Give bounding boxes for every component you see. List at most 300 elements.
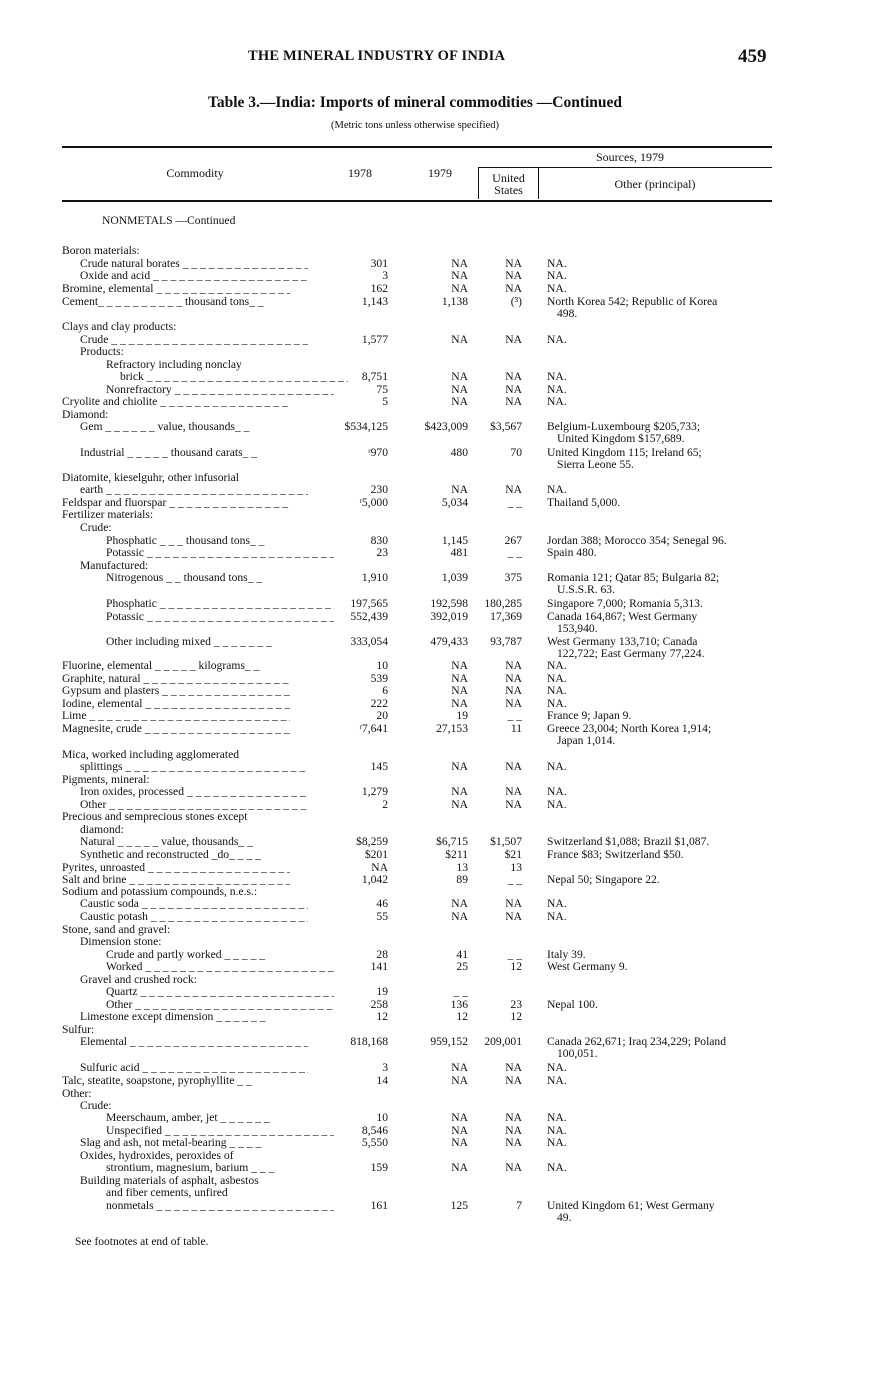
value-1978-cell: 1,577 xyxy=(361,333,388,346)
commodity-cell: Other _ _ _ xyxy=(80,799,308,812)
other-sources-continuation: U.S.S.R. 63. xyxy=(557,583,615,597)
other-sources-text: NA. xyxy=(547,395,567,408)
commodity-cell: Quartz _ _ _ xyxy=(106,986,334,999)
value-1978-cell: 161 xyxy=(370,1199,388,1212)
value-1978-cell: 3 xyxy=(382,269,388,282)
commodity-cell: Unspecified _ _ _ xyxy=(106,1125,334,1138)
commodity-cell: Fertilizer materials: xyxy=(62,509,154,521)
table-row xyxy=(0,1137,875,1150)
value-1978-cell: $201 xyxy=(364,848,388,861)
other-sources-cell xyxy=(547,911,775,923)
other-sources-text: Nepal 100. xyxy=(547,998,598,1011)
commodity-cell: Oxides, hydroxides, peroxides of xyxy=(80,1150,234,1162)
other-sources-text: NA. xyxy=(547,684,567,697)
table-row xyxy=(0,295,875,321)
other-sources-cell xyxy=(547,1062,775,1074)
us-source-cell: 267 xyxy=(504,534,522,547)
value-1978-cell: 2 xyxy=(382,798,388,811)
commodity-cell: diamond: xyxy=(80,824,124,836)
other-sources-cell xyxy=(547,673,775,685)
value-1979-cell: NA xyxy=(451,1074,468,1087)
value-1978-cell: 5 xyxy=(382,395,388,408)
commodity-cell: Sulfuric acid _ _ _ xyxy=(80,1062,308,1075)
other-sources-cell xyxy=(547,849,775,861)
value-1978-cell: 162 xyxy=(370,282,388,295)
value-1978-cell: 14 xyxy=(376,1074,388,1087)
commodity-cell: Gravel and crushed rock: xyxy=(80,974,197,986)
table-footnote: See footnotes at end of table. xyxy=(75,1236,209,1248)
commodity-cell: Synthetic and reconstructed _do_ _ _ _ xyxy=(80,849,261,861)
value-1979-cell: NA xyxy=(451,333,468,346)
commodity-cell: Crude natural borates _ _ _ xyxy=(80,258,308,271)
other-sources-continuation: 122,722; East Germany 77,224. xyxy=(557,647,705,661)
table-row xyxy=(0,1035,875,1061)
value-1978-cell: 818,168 xyxy=(350,1035,388,1048)
us-source-cell: NA xyxy=(505,483,522,496)
commodity-cell: Caustic soda _ _ _ xyxy=(80,898,308,911)
commodity-cell: Dimension stone: xyxy=(80,936,162,948)
table-row xyxy=(0,660,875,673)
other-sources-text: Thailand 5,000. xyxy=(547,496,621,509)
us-source-cell: $21 xyxy=(504,848,522,861)
value-1978-cell: 8,751 xyxy=(361,370,388,383)
other-sources-text: West Germany 9. xyxy=(547,960,628,973)
other-sources-text: Canada 164,867; West Germany xyxy=(547,610,698,623)
commodity-cell: Phosphatic _ _ _ thousand tons_ _ xyxy=(106,535,265,547)
other-sources-cell xyxy=(547,1036,775,1060)
value-1978-cell: 301 xyxy=(370,257,388,270)
value-1978-cell: 3 xyxy=(382,1061,388,1074)
commodity-cell: Graphite, natural _ _ _ xyxy=(62,673,290,686)
other-sources-text: NA. xyxy=(547,370,567,383)
commodity-cell: Precious and semprecious stones except xyxy=(62,811,248,823)
table-row xyxy=(0,321,875,334)
value-1979-cell: 481 xyxy=(450,546,468,559)
value-1979-cell: NA xyxy=(451,370,468,383)
other-sources-cell xyxy=(547,1137,775,1149)
commodity-cell: Pigments, mineral: xyxy=(62,774,150,786)
us-source-cell: NA xyxy=(505,785,522,798)
value-1979-cell: _ _ xyxy=(453,985,468,998)
commodity-cell: Fluorine, elemental _ _ _ _ _ kilograms_ _ xyxy=(62,660,260,672)
value-1978-cell: 145 xyxy=(370,760,388,773)
us-source-cell: NA xyxy=(505,370,522,383)
other-sources-cell xyxy=(547,961,775,973)
commodity-cell: Crude _ _ _ xyxy=(80,334,308,347)
other-sources-cell xyxy=(547,611,775,635)
commodity-cell: Caustic potash _ _ _ xyxy=(80,911,308,924)
other-sources-cell xyxy=(547,283,775,295)
other-sources-cell xyxy=(547,710,775,722)
us-source-cell: NA xyxy=(505,383,522,396)
us-source-cell: 180,285 xyxy=(484,597,522,610)
value-1978-cell: 230 xyxy=(370,483,388,496)
other-sources-text: United Kingdom 115; Ireland 65; xyxy=(547,446,702,459)
other-sources-cell xyxy=(547,1200,775,1224)
table-row xyxy=(0,509,875,522)
commodity-cell: Products: xyxy=(80,346,124,358)
us-source-cell: 375 xyxy=(504,571,522,584)
us-source-cell: _ _ xyxy=(507,546,522,559)
table-row xyxy=(0,1075,875,1088)
us-source-cell: NA xyxy=(505,798,522,811)
value-1978-cell: 1,279 xyxy=(361,785,388,798)
commodity-cell: Diatomite, kieselguhr, other infusorial xyxy=(62,472,239,484)
table-row xyxy=(0,522,875,535)
other-sources-cell xyxy=(547,999,775,1011)
column-header-1978: 1978 xyxy=(348,166,372,180)
commodity-cell: nonmetals _ _ _ xyxy=(106,1200,334,1213)
other-sources-text: NA. xyxy=(547,798,567,811)
other-sources-text: NA. xyxy=(547,269,567,282)
commodity-cell: splittings _ _ _ xyxy=(80,761,308,774)
value-1979-cell: NA xyxy=(451,383,468,396)
commodity-cell: Other including mixed _ _ _ _ _ _ _ xyxy=(106,636,272,648)
table-row xyxy=(0,1162,875,1175)
commodity-cell: Iron oxides, processed _ _ _ xyxy=(80,786,308,799)
commodity-cell: Sulfur: xyxy=(62,1024,95,1036)
other-sources-cell xyxy=(547,874,775,886)
commodity-cell: Worked _ _ _ xyxy=(106,961,334,974)
other-sources-cell xyxy=(547,497,775,509)
value-1978-cell: 830 xyxy=(370,534,388,547)
other-sources-text: West Germany 133,710; Canada xyxy=(547,635,698,648)
table-row xyxy=(0,396,875,409)
other-sources-continuation: United Kingdom $157,689. xyxy=(557,432,685,446)
value-1978-cell: ʳ970 xyxy=(368,446,388,459)
value-1979-cell: 1,138 xyxy=(441,295,468,308)
value-1979-cell: NA xyxy=(451,269,468,282)
other-sources-text: NA. xyxy=(547,1124,567,1137)
value-1978-cell: NA xyxy=(371,861,388,874)
other-sources-text: NA. xyxy=(547,333,567,346)
other-sources-cell xyxy=(547,799,775,811)
commodity-cell: Other: xyxy=(62,1088,92,1100)
section-heading: NONMETALS —Continued xyxy=(102,215,236,227)
other-sources-text: Belgium-Luxembourg $205,733; xyxy=(547,420,701,433)
value-1979-cell: 392,019 xyxy=(430,610,468,623)
other-sources-cell xyxy=(547,484,775,496)
commodity-cell: Phosphatic _ _ _ xyxy=(106,598,334,611)
table-row xyxy=(0,1011,875,1024)
value-1978-cell: 75 xyxy=(376,383,388,396)
other-sources-text: Romania 121; Qatar 85; Bulgaria 82; xyxy=(547,571,720,584)
us-source-cell: 209,001 xyxy=(484,1035,522,1048)
table-row xyxy=(0,547,875,560)
commodity-cell: Boron materials: xyxy=(62,245,140,257)
value-1979-cell: NA xyxy=(451,1061,468,1074)
us-source-cell: NA xyxy=(505,760,522,773)
table-row xyxy=(0,283,875,296)
value-1979-cell: 125 xyxy=(450,1199,468,1212)
us-source-cell: NA xyxy=(505,257,522,270)
commodity-cell: Talc, steatite, soapstone, pyrophyllite _ _ xyxy=(62,1075,252,1087)
us-source-cell: 12 xyxy=(510,960,522,973)
value-1978-cell: 159 xyxy=(370,1161,388,1174)
table-row xyxy=(0,245,875,258)
commodity-cell: Limestone except dimension _ _ _ _ _ _ xyxy=(80,1011,266,1023)
table-row xyxy=(0,811,875,824)
other-sources-continuation: 153,940. xyxy=(557,622,598,636)
value-1978-cell: 20 xyxy=(376,709,388,722)
value-1978-cell: ʳ7,641 xyxy=(359,722,388,735)
commodity-cell: strontium, magnesium, barium _ _ _ xyxy=(106,1162,275,1174)
us-source-cell: NA xyxy=(505,282,522,295)
commodity-cell: and fiber cements, unfired xyxy=(106,1187,228,1199)
other-sources-cell xyxy=(547,761,775,773)
value-1978-cell: $8,259 xyxy=(356,835,388,848)
other-sources-cell xyxy=(547,447,775,471)
us-source-cell: _ _ xyxy=(507,873,522,886)
commodity-cell: Mica, worked including agglomerated xyxy=(62,749,240,761)
value-1979-cell: $6,715 xyxy=(436,835,468,848)
us-source-cell: NA xyxy=(505,1161,522,1174)
commodity-cell: Salt and brine _ _ _ xyxy=(62,874,290,887)
table-row xyxy=(0,1062,875,1075)
value-1979-cell: 5,034 xyxy=(441,496,468,509)
us-source-cell: NA xyxy=(505,1061,522,1074)
other-sources-cell xyxy=(547,836,775,848)
value-1978-cell: $534,125 xyxy=(344,420,388,433)
value-1978-cell: 10 xyxy=(376,659,388,672)
value-1979-cell: 1,039 xyxy=(441,571,468,584)
commodity-cell: Lime _ _ _ xyxy=(62,710,290,723)
commodity-cell: Cryolite and chiolite _ _ _ xyxy=(62,396,290,409)
other-sources-cell xyxy=(547,547,775,559)
column-header-commodity: Commodity xyxy=(166,166,224,180)
other-sources-cell xyxy=(547,371,775,383)
table-row xyxy=(0,849,875,862)
commodity-cell: Natural _ _ _ _ _ value, thousands_ _ xyxy=(80,836,253,848)
us-source-cell: NA xyxy=(505,672,522,685)
commodity-cell: Building materials of asphalt, asbestos xyxy=(80,1175,259,1187)
other-sources-cell xyxy=(547,723,775,747)
commodity-cell: Nitrogenous _ _ thousand tons_ _ xyxy=(106,572,263,584)
value-1979-cell: NA xyxy=(451,659,468,672)
value-1979-cell: NA xyxy=(451,1111,468,1124)
us-source-cell: 93,787 xyxy=(490,635,522,648)
commodity-cell: Clays and clay products: xyxy=(62,321,177,333)
value-1979-cell: 1,145 xyxy=(441,534,468,547)
value-1978-cell: 55 xyxy=(376,910,388,923)
other-sources-cell xyxy=(547,572,775,596)
value-1978-cell: 23 xyxy=(376,546,388,559)
value-1978-cell: 1,910 xyxy=(361,571,388,584)
value-1979-cell: 959,152 xyxy=(430,1035,468,1048)
column-header-1979: 1979 xyxy=(428,166,452,180)
table-title: Table 3.—India: Imports of mineral commodities —Continued xyxy=(207,94,623,111)
other-sources-text: NA. xyxy=(547,659,567,672)
other-sources-text: Canada 262,671; Iraq 234,229; Poland xyxy=(547,1035,727,1048)
us-source-cell: _ _ xyxy=(507,948,522,961)
other-sources-text: Italy 39. xyxy=(547,948,586,961)
other-sources-text: United Kingdom 61; West Germany xyxy=(547,1199,715,1212)
value-1979-cell: NA xyxy=(451,282,468,295)
column-header-us-line2: States xyxy=(494,183,523,197)
value-1979-cell: 89 xyxy=(456,873,468,886)
table-row xyxy=(0,446,875,472)
value-1979-cell: 19 xyxy=(456,709,468,722)
us-source-cell: NA xyxy=(505,684,522,697)
value-1979-cell: NA xyxy=(451,760,468,773)
table-row xyxy=(0,215,875,228)
commodity-cell: Gem _ _ _ _ _ _ value, thousands_ _ xyxy=(80,421,250,433)
us-source-cell: NA xyxy=(505,1111,522,1124)
table-row xyxy=(0,986,875,999)
value-1978-cell: 12 xyxy=(376,1010,388,1023)
other-sources-text: Nepal 50; Singapore 22. xyxy=(547,873,660,886)
value-1979-cell: 192,598 xyxy=(430,597,468,610)
value-1978-cell: 141 xyxy=(370,960,388,973)
other-sources-text: Switzerland $1,088; Brazil $1,087. xyxy=(547,835,710,848)
table-row xyxy=(0,836,875,849)
commodity-cell: brick _ _ _ xyxy=(120,371,348,384)
other-sources-text: Spain 480. xyxy=(547,546,597,559)
value-1979-cell: NA xyxy=(451,672,468,685)
other-sources-cell xyxy=(547,598,775,610)
commodity-cell: Sodium and potassium compounds, n.e.s.: xyxy=(62,886,258,898)
commodity-cell: Refractory including nonclay xyxy=(106,359,242,371)
other-sources-cell xyxy=(547,296,775,320)
commodity-cell: earth _ _ _ xyxy=(80,484,308,497)
other-sources-cell xyxy=(547,685,775,697)
commodity-cell: Stone, sand and gravel: xyxy=(62,924,171,936)
value-1978-cell: 46 xyxy=(376,897,388,910)
us-source-cell: NA xyxy=(505,395,522,408)
value-1978-cell: 10 xyxy=(376,1111,388,1124)
commodity-cell: Crude: xyxy=(80,1100,112,1112)
value-1978-cell: 1,143 xyxy=(361,295,388,308)
table-row xyxy=(0,270,875,283)
us-source-cell: NA xyxy=(505,269,522,282)
value-1979-cell: 12 xyxy=(456,1010,468,1023)
us-source-cell: NA xyxy=(505,897,522,910)
value-1978-cell: 258 xyxy=(370,998,388,1011)
value-1979-cell: 27,153 xyxy=(436,722,468,735)
value-1979-cell: 13 xyxy=(456,861,468,874)
value-1978-cell: 19 xyxy=(376,985,388,998)
other-sources-text: NA. xyxy=(547,910,567,923)
value-1978-cell: 28 xyxy=(376,948,388,961)
other-sources-cell xyxy=(547,384,775,396)
value-1979-cell: 480 xyxy=(450,446,468,459)
commodity-cell: Elemental _ _ _ xyxy=(80,1036,308,1049)
us-source-cell: 7 xyxy=(516,1199,522,1212)
value-1978-cell: 539 xyxy=(370,672,388,685)
us-source-cell: NA xyxy=(505,910,522,923)
us-source-cell: 17,369 xyxy=(490,610,522,623)
other-sources-text: North Korea 542; Republic of Korea xyxy=(547,295,718,308)
table-row xyxy=(0,898,875,911)
other-sources-text: NA. xyxy=(547,257,567,270)
commodity-cell: Manufactured: xyxy=(80,560,149,572)
table-row xyxy=(0,1187,875,1200)
value-1979-cell: 479,433 xyxy=(430,635,468,648)
other-sources-cell xyxy=(547,421,775,445)
other-sources-cell xyxy=(547,1075,775,1087)
other-sources-text: NA. xyxy=(547,897,567,910)
commodity-cell: Cement_ _ _ _ _ _ _ _ _ _ thousand tons_ _ xyxy=(62,296,264,308)
table-row xyxy=(0,484,875,497)
other-sources-text: NA. xyxy=(547,785,567,798)
table-row xyxy=(0,610,875,636)
commodity-cell: Slag and ash, not metal-bearing _ _ _ _ xyxy=(80,1137,262,1149)
us-source-cell: 70 xyxy=(510,446,522,459)
other-sources-text: Jordan 388; Morocco 354; Senegal 96. xyxy=(547,534,727,547)
table-row xyxy=(0,722,875,748)
commodity-cell: Crude: xyxy=(80,522,112,534)
value-1978-cell: 8,546 xyxy=(361,1124,388,1137)
us-source-cell: NA xyxy=(505,1124,522,1137)
value-1979-cell: NA xyxy=(451,1124,468,1137)
column-header-sources: Sources, 1979 xyxy=(596,150,664,164)
us-source-cell: 13 xyxy=(510,861,522,874)
other-sources-text: NA. xyxy=(547,1161,567,1174)
us-source-cell: NA xyxy=(505,1136,522,1149)
table-subtitle: (Metric tons unless otherwise specified) xyxy=(331,120,499,131)
table-row xyxy=(0,371,875,384)
commodity-cell: Iodine, elemental _ _ _ xyxy=(62,698,290,711)
us-source-cell: NA xyxy=(505,333,522,346)
commodity-cell: Potassic _ _ _ xyxy=(106,547,334,560)
commodity-cell: Gypsum and plasters _ _ _ xyxy=(62,685,290,698)
commodity-cell: Feldspar and fluorspar _ _ _ xyxy=(62,497,290,510)
us-source-cell: (³) xyxy=(510,295,522,308)
other-sources-text: NA. xyxy=(547,1136,567,1149)
value-1979-cell: NA xyxy=(451,697,468,710)
commodity-cell: Industrial _ _ _ _ _ thousand carats_ _ xyxy=(80,447,258,459)
value-1979-cell: NA xyxy=(451,1136,468,1149)
other-sources-text: NA. xyxy=(547,483,567,496)
table-row xyxy=(0,1199,875,1225)
other-sources-continuation: 49. xyxy=(557,1211,572,1225)
value-1978-cell: ʳ5,000 xyxy=(359,496,388,509)
value-1978-cell: 5,550 xyxy=(361,1136,388,1149)
us-source-cell: NA xyxy=(505,1074,522,1087)
other-sources-text: France 9; Japan 9. xyxy=(547,709,632,722)
other-sources-continuation: Japan 1,014. xyxy=(557,734,616,748)
commodity-cell: Pyrites, unroasted _ _ _ xyxy=(62,862,290,875)
other-sources-text: Greece 23,004; North Korea 1,914; xyxy=(547,722,712,735)
other-sources-text: NA. xyxy=(547,1061,567,1074)
us-source-cell: _ _ xyxy=(507,496,522,509)
value-1979-cell: 136 xyxy=(450,998,468,1011)
other-sources-continuation: Sierra Leone 55. xyxy=(557,458,634,472)
other-sources-cell xyxy=(547,1125,775,1137)
column-header-us-line1: United xyxy=(492,171,525,185)
us-source-cell: 11 xyxy=(510,722,522,735)
other-sources-cell xyxy=(547,258,775,270)
other-sources-cell xyxy=(547,270,775,282)
us-source-cell: NA xyxy=(505,697,522,710)
value-1978-cell: 222 xyxy=(370,697,388,710)
running-title: THE MINERAL INDUSTRY OF INDIA xyxy=(248,48,506,64)
other-sources-cell xyxy=(547,898,775,910)
commodity-cell: Nonrefractory _ _ _ xyxy=(106,384,334,397)
commodity-cell: Diamond: xyxy=(62,409,109,421)
other-sources-cell xyxy=(547,396,775,408)
commodity-cell: Magnesite, crude _ _ _ xyxy=(62,723,290,736)
value-1978-cell: 333,054 xyxy=(350,635,388,648)
page-number: 459 xyxy=(738,46,767,67)
table-row xyxy=(0,1112,875,1125)
other-sources-cell xyxy=(547,660,775,672)
value-1979-cell: NA xyxy=(451,684,468,697)
other-sources-continuation: 100,051. xyxy=(557,1047,598,1061)
table-row xyxy=(0,786,875,799)
other-sources-text: NA. xyxy=(547,697,567,710)
value-1979-cell: 25 xyxy=(456,960,468,973)
